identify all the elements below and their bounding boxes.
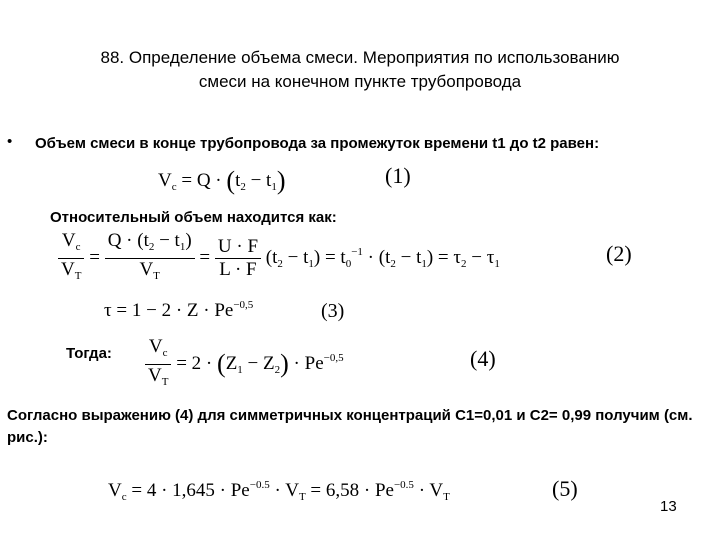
equation-2: $\frac{V_c}{V_T}$ = $\frac{Q \cdot (t_2 - t_1)}{V_T}$ = $\frac{U \cdot F}{L \cdot F}$ $(t_2 - t_1) = t_0^{-1} \cdot (t_2 - t_1) = \tau_2 - \tau_1$ xyxy=(58,230,500,287)
equation-2-number: (2) xyxy=(606,241,632,266)
equation-1: $V_c = Q \cdot (t_2 - t_1)$ xyxy=(158,166,286,195)
title-line-2: смеси на конечном пункте трубопровода xyxy=(198,72,522,91)
equation-4: $\frac{V_c}{V_T}$ = $2 \cdot (Z_1 - Z_2) \cdot Pe^{-0,5}$ xyxy=(145,336,344,393)
equation-4-number: (4) xyxy=(470,346,496,371)
page-number: 13 xyxy=(660,498,677,515)
bullet-text-volume-at-end: Объем смеси в конце трубопровода за промежуток времени t1 до t2 равен: xyxy=(35,135,600,152)
relative-volume-text: Относительный объем находится как: xyxy=(50,209,337,226)
title-line-1: 88. Определение объема смеси. Мероприятия по использованию xyxy=(100,48,620,67)
equation-5: $V_c = 4 \cdot 1,645 \cdot Pe^{-0.5} \cdot V_T = 6,58 \cdot Pe^{-0.5} \cdot V_T$ xyxy=(108,479,450,503)
equation-3: $\tau = 1 - 2 \cdot Z \cdot Pe^{-0,5}$ xyxy=(104,299,254,321)
then-label: Тогда: xyxy=(66,345,112,362)
bullet-marker: • xyxy=(7,133,13,150)
equation-5-number: (5) xyxy=(552,476,578,501)
slide-title xyxy=(0,46,720,94)
equation-3-number: (3) xyxy=(321,300,345,322)
equation-1-number: (1) xyxy=(385,163,411,188)
conclusion-text: Согласно выражению (4) для симметричных концентраций С1=0,01 и С2= 0,99 получим (см. рис.): xyxy=(7,407,693,446)
